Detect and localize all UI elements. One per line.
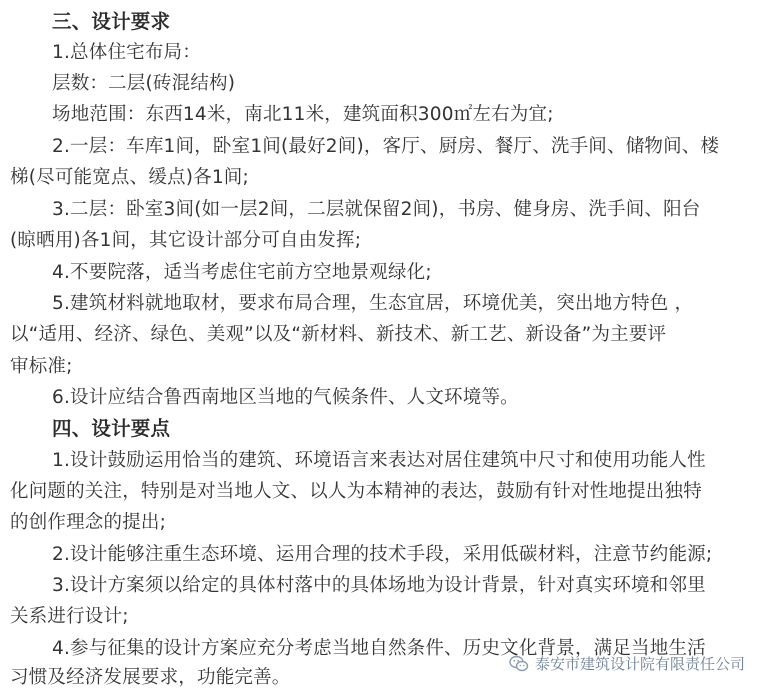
paragraph-line: 习惯及经济发展要求，功能完善。 xyxy=(10,667,291,688)
account-watermark xyxy=(509,652,745,676)
paragraph-line: 4.参与征集的设计方案应充分考虑当地自然条件、历史文化背景，满足当地生活 xyxy=(52,638,706,659)
paragraph-line: 梯(尽可能宽点、缓点)各1间; xyxy=(10,167,249,188)
paragraph-line: 化问题的关注，特别是对当地人文、以人为本精神的表达，鼓励有针对性地提出独特 xyxy=(10,481,702,502)
paragraph-line: 2.一层：车库1间，卧室1间(最好2间)，客厅、厨房、餐厅、洗手间、储物间、楼 xyxy=(52,136,720,157)
paragraph-line: 3.二层：卧室3间(如一层2间，二层就保留2间)，书房、健身房、洗手间、阳台 xyxy=(52,199,701,220)
paragraph-line: 5.建筑材料就地取材，要求布局合理，生态宜居，环境优美，突出地方特色 ， xyxy=(52,293,694,314)
paragraph-line: 3.设计方案须以给定的具体村落中的具体场地为设计背景，针对真实环境和邻里 xyxy=(52,575,706,596)
paragraph-line: 场地范围：东西14米，南北11米，建筑面积300㎡左右为宜; xyxy=(52,104,554,125)
paragraph-line: 以“适用、经济、绿色、美观”以及“新材料、新技术、新工艺、新设备”为主要评 xyxy=(10,324,667,345)
paragraph-line: 层数：二层(砖混结构) xyxy=(52,73,236,94)
section-heading-design-requirements: 三、设计要求 xyxy=(52,10,171,33)
section-heading-design-points: 四、设计要点 xyxy=(52,417,171,440)
paragraph-line: 的创作理念的提出; xyxy=(10,512,167,533)
paragraph-line: 关系进行设计; xyxy=(10,606,129,627)
paragraph-line: 4.不要院落，适当考虑住宅前方空地景观绿化; xyxy=(52,262,432,283)
paragraph-line: 1.设计鼓励运用恰当的建筑、环境语言来表达对居住建筑中尺寸和使用功能人性 xyxy=(52,450,706,471)
paragraph-line: 6.设计应结合鲁西南地区当地的气候条件、人文环境等。 xyxy=(52,387,519,408)
paragraph-line: 2.设计能够注重生态环境、运用合理的技术手段，采用低碳材料，注意节约能源; xyxy=(52,544,713,565)
paragraph-line: (晾晒用)各1间，其它设计部分可自由发挥; xyxy=(10,230,362,251)
watermark-text: 泰安市建筑设计院有限责任公司 xyxy=(534,655,745,673)
wechat-icon xyxy=(509,655,529,673)
paragraph-line: 1.总体住宅布局： xyxy=(52,42,201,63)
paragraph-line: 审标准; xyxy=(10,356,73,377)
